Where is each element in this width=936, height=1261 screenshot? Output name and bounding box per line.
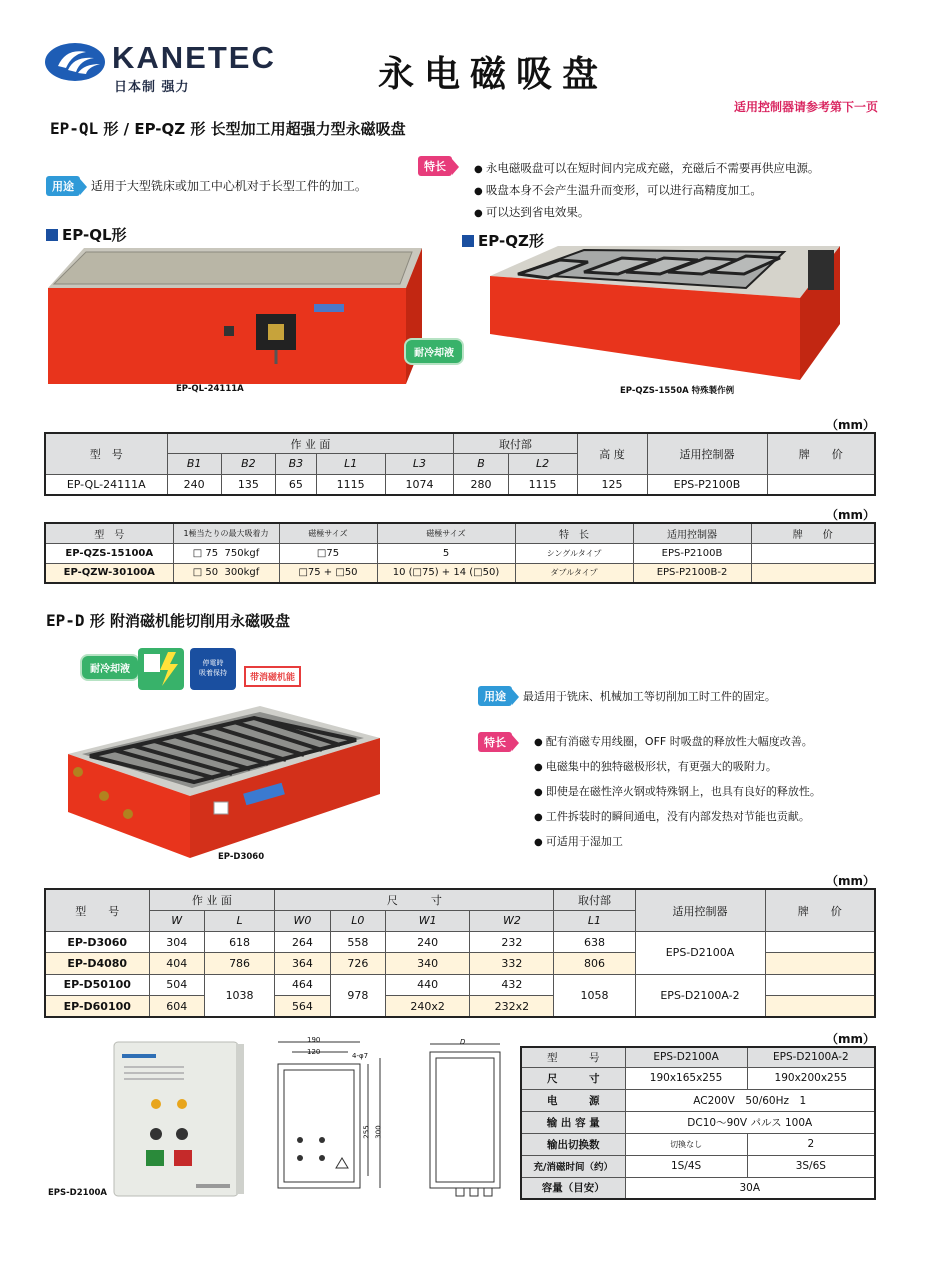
dim-h1: 255 — [362, 1125, 371, 1139]
controller-caption: EPS-D2100A — [48, 1188, 107, 1198]
feature-item: ● 可以达到省电效果。 — [474, 202, 819, 224]
feature-item: ● 即使是在磁性淬火钢或特殊钢上，也具有良好的释放性。 — [534, 780, 821, 805]
power-failure-badge: 停電時 吸着保持 — [190, 648, 236, 690]
dim-h2: 300 — [374, 1125, 383, 1139]
feature-item: ● 永电磁吸盘可以在短时间内完成充磁，充磁后不需要再供应电源。 — [474, 158, 819, 180]
table-row: 尺 寸 190x165x255 190x200x255 — [521, 1067, 875, 1089]
usage-text: 适用于大型铣床或加工中心机对于长型工件的加工。 — [90, 179, 367, 193]
feature-list — [474, 158, 819, 224]
unit-label: （mm） — [826, 874, 876, 888]
table-row: EP-D4080 404 786 364 726 340 332 806 — [45, 953, 875, 974]
controller-spec-table: 型 号 EPS-D2100A EPS-D2100A-2 尺 寸 190x165x255 190x200x255 电 源 AC200V 50/60Hz 1 输 出 容 量 DC10～90V パルス 100A 输出切换数 切換なし 2 充/消磁时间（约） 1S/4S 3S/6S 容量（目安） 30A — [520, 1046, 876, 1200]
table-row: 输出切换数 切換なし 2 — [521, 1133, 875, 1155]
ql-caption: EP-QL-24111A — [176, 384, 244, 394]
section2-title: EP-D 形 附消磁机能切削用永磁吸盘 — [46, 611, 290, 630]
coolant-badge: 耐冷却液 — [404, 338, 464, 365]
unit-label: （mm） — [826, 1032, 876, 1046]
col-model: 型 号 — [45, 433, 167, 474]
reference-note: 适用控制器请参考第下一页 — [733, 100, 878, 114]
usage-row: 用途 最适用于铣床、机械加工等切削加工时工件的固定。 — [478, 686, 776, 706]
controller-dimension-drawing — [270, 1036, 510, 1202]
feature-tag: 特长 — [418, 156, 459, 176]
unit-label: （mm） — [826, 418, 876, 432]
table-row: EP-D60100 604 564 240x2 232x2 — [45, 996, 875, 1017]
unit-label: （mm） — [826, 508, 876, 522]
controller-photo — [110, 1040, 246, 1200]
ep-d-product-image — [64, 702, 380, 858]
col-work: 作 业 面 — [167, 433, 454, 454]
feature-tag: 特长 — [478, 732, 519, 752]
table-row: EP-D50100 504 1038 464 978 440 432 1058 EPS-D2100A-2 — [45, 974, 875, 995]
dim-d2: 120 — [307, 1048, 321, 1056]
table-row: EP-D3060 304 618 264 558 240 232 638 EPS-D2100A — [45, 932, 875, 953]
sub-header: B2 — [221, 454, 275, 475]
ep-ql-spec-table — [44, 432, 876, 496]
feature-item: ● 可适用于湿加工 — [534, 830, 821, 855]
energy-saving-icon — [138, 648, 184, 690]
col-mount: 取付部 — [454, 433, 577, 454]
table-row: EP-QL-24111A 240 135 65 1115 1074 280 1115 125 EPS-P2100B — [45, 474, 875, 495]
col-height: 高 度 — [577, 433, 647, 474]
section1-title: EP-QL 形 / EP-QZ 形 长型加工用超强力型永磁吸盘 — [50, 119, 406, 138]
brand-name: KANETEC — [112, 40, 276, 75]
sub-header: B3 — [275, 454, 316, 475]
feature-item: ● 吸盘本身不会产生温升而变形，可以进行高精度加工。 — [474, 180, 819, 202]
col-controller: 适用控制器 — [647, 433, 767, 474]
coolant-badge: 耐冷却液 — [80, 654, 140, 681]
ql-label: EP-QL形 — [46, 224, 127, 245]
table-row: 充/消磁时间（约） 1S/4S 3S/6S — [521, 1155, 875, 1177]
sub-header: L1 — [316, 454, 385, 475]
qz-label: EP-QZ形 — [462, 230, 544, 251]
feature-item: ● 配有消磁专用线圈，OFF 时吸盘的释放性大幅度改善。 — [534, 730, 821, 755]
table-row: 电 源 AC200V 50/60Hz 1 — [521, 1089, 875, 1111]
sub-header: L3 — [385, 454, 454, 475]
table-row: 输 出 容 量 DC10～90V パルス 100A — [521, 1111, 875, 1133]
col-price: 牌 价 — [767, 433, 875, 474]
ep-qz-spec-table: 型 号 1極当たりの最大吸着力 磁極サイズ 磁極サイズ 特 长 适用控制器 牌 价 EP-QZS-15100A □ 75 750kgf □75 5 シングルタイプ EPS-P2100B EP-QZW-30100A □ 50 300kgf □75 + □50 10 (□75) + 14 (□50) ダブルタイプ EPS-P2100B-2 — [44, 522, 876, 584]
qz-caption: EP-QZS-1550A 特殊製作例 — [620, 386, 735, 396]
brand-subtitle: 日本制 强力 — [114, 80, 190, 95]
demag-badge: 带消磁机能 — [244, 666, 301, 687]
table-row: EP-QZS-15100A □ 75 750kgf □75 5 シングルタイプ EPS-P2100B — [45, 543, 875, 563]
ep-d-caption: EP-D3060 — [218, 852, 265, 862]
usage-row — [46, 176, 367, 196]
feature-list — [534, 730, 821, 855]
ep-ql-product-image — [44, 244, 422, 386]
table-row: EP-QZW-30100A □ 50 300kgf □75 + □50 10 (□75) + 14 (□50) ダブルタイプ EPS-P2100B-2 — [45, 563, 875, 583]
page-title: 永电磁吸盘 — [378, 54, 609, 95]
usage-tag: 用途 — [46, 176, 80, 196]
usage-text: 最适用于铣床、机械加工等切削加工时工件的固定。 — [522, 690, 776, 703]
ep-qz-product-image — [488, 242, 840, 382]
feature-item: ● 电磁集中的独特磁极形状，有更强大的吸附力。 — [534, 755, 821, 780]
sub-header: B1 — [167, 454, 221, 475]
kanetec-logo-icon — [44, 42, 106, 82]
ep-d-spec-table: 型 号 作 业 面 尺 寸 取付部 适用控制器 牌 价 W L W0 L0 W1 W2 L1 EP-D3060 304 618 264 558 240 232 638 EPS-D2100A EP-D4080 404 786 364 726 340 332 806 EP-D50100 504 1038 464 978 440 432 1058 EPS-D2100A-2 EP-D60100 604 564 240x2 232x2 — [44, 888, 876, 1018]
dim-d1: 190 — [307, 1036, 321, 1044]
feature-item: ● 工件拆装时的瞬间通电，没有内部发热对节能也贡献。 — [534, 805, 821, 830]
dim-holes: 4-φ7 — [352, 1052, 369, 1060]
sub-header: B — [454, 454, 508, 475]
table-row: 容量（目安） 30A — [521, 1177, 875, 1199]
dim-depth: D — [460, 1038, 466, 1046]
sub-header: L2 — [508, 454, 577, 475]
